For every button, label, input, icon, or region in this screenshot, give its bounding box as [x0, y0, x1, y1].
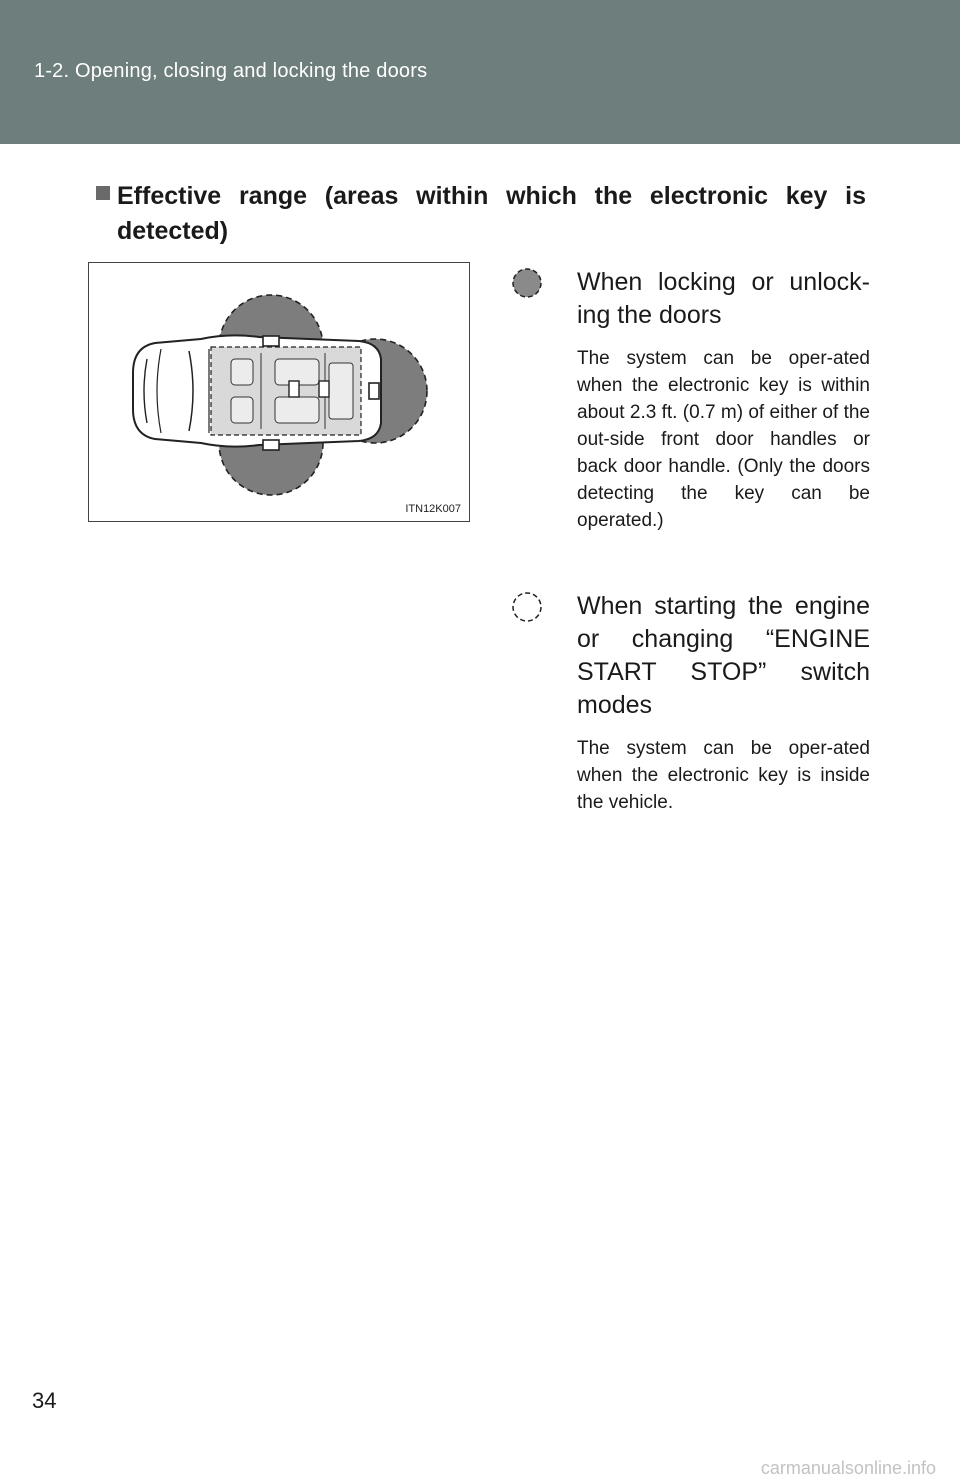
- dashed-circle-outline-icon: [510, 590, 544, 624]
- vehicle-top-view-icon: [89, 263, 471, 523]
- legend-title: When starting the engine or changing “ENGINE START STOP” switch modes: [577, 592, 870, 719]
- section-breadcrumb: 1-2. Opening, closing and locking the doors: [34, 60, 428, 82]
- antenna-front-right: [263, 440, 279, 450]
- antenna-front-left: [263, 336, 279, 346]
- legend-item-engine-start: [510, 590, 870, 816]
- antenna-interior-front: [289, 381, 299, 397]
- legend-item-door-lock: [510, 266, 870, 534]
- section-heading-text: Effective range (areas within which the electronic key is detected): [117, 182, 866, 245]
- shaded-dashed-circle-icon: [510, 266, 544, 300]
- antenna-interior-rear: [319, 381, 329, 397]
- figure-id-label: ITN12K007: [405, 503, 461, 515]
- page-header: [0, 0, 960, 144]
- legend-title: When locking or unlock-ing the doors: [577, 268, 870, 329]
- legend-description: The system can be oper-ated when the electronic key is inside the vehicle.: [577, 738, 870, 813]
- section-heading: [96, 179, 866, 249]
- square-bullet-icon: [96, 186, 110, 200]
- watermark-text: carmanualsonline.info: [760, 1458, 936, 1478]
- effective-range-figure: [88, 262, 470, 522]
- page-number: 34: [32, 1388, 57, 1413]
- legend-description: The system can be oper-ated when the electronic key is within about 2.3 ft. (0.7 m) of either of the out-side front door handles or back door handle. (Only the doors detecting the key can be operated.): [577, 348, 870, 531]
- antenna-back-door: [369, 383, 379, 399]
